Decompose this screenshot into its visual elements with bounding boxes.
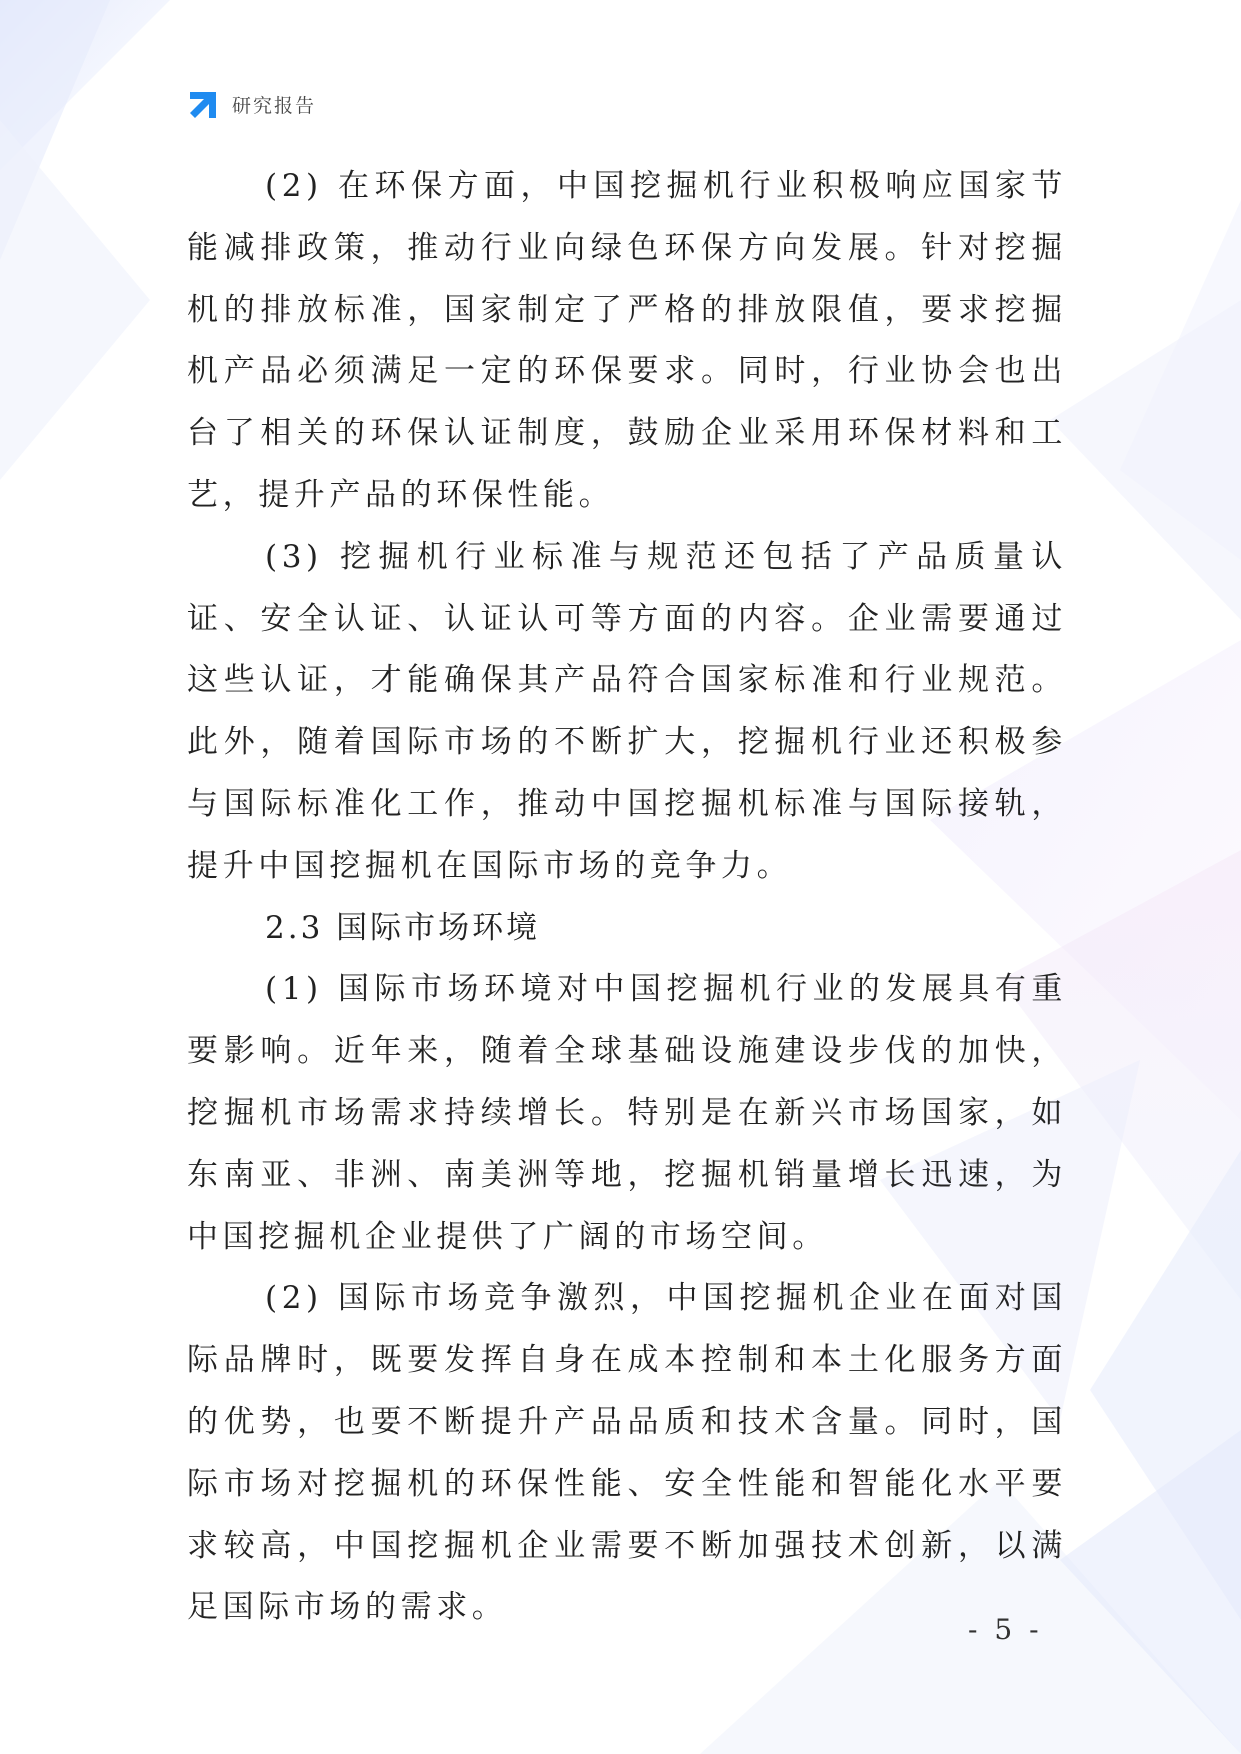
paragraph: (2) 在环保方面，中国挖掘机行业积极响应国家节能减排政策，推动行业向绿色环保方向发展。针对挖掘机的排放标准，国家制定了严格的排放限值，要求挖掘机产品必须满足一定的环保要求。同时，行业协会也出台了相关的环保认证制度，鼓励企业采用环保材料和工艺，提升产品的环保性能。 [187, 168, 1067, 513]
paragraph: (3) 挖掘机行业标准与规范还包括了产品质量认证、安全认证、认证认可等方面的内容。企业需要通过这些认证，才能确保其产品符合国家标准和行业规范。此外，随着国际市场的不断扩大，挖掘机行业还积极参与国际标准化工作，推动中国挖掘机标准与国际接轨，提升中国挖掘机在国际市场的竞争力。 [187, 538, 1067, 884]
section-heading: 2.3 国际市场环境 [265, 909, 541, 946]
header-label: 研究报告 [232, 94, 317, 117]
page-number: - 5 - [968, 1613, 1043, 1646]
paragraph: (1) 国际市场环境对中国挖掘机行业的发展具有重要影响。近年来，随着全球基础设施建设步伐的加快，挖掘机市场需求持续增长。特别是在新兴市场国家，如东南亚、非洲、南美洲等地，挖掘机销量增长迅速，为中国挖掘机企业提供了广阔的市场空间。 [187, 971, 1067, 1255]
paragraph: (2) 国际市场竞争激烈，中国挖掘机企业在面对国际品牌时，既要发挥自身在成本控制和本土化服务方面的优势，也要不断提升产品品质和技术含量。同时，国际市场对挖掘机的环保性能、安全性能和智能化水平要求较高，中国挖掘机企业需要不断加强技术创新，以满足国际市场的需求。 [187, 1280, 1067, 1626]
arrow-logo-icon [187, 88, 220, 121]
document-body [187, 156, 1067, 1639]
report-header [187, 86, 316, 122]
